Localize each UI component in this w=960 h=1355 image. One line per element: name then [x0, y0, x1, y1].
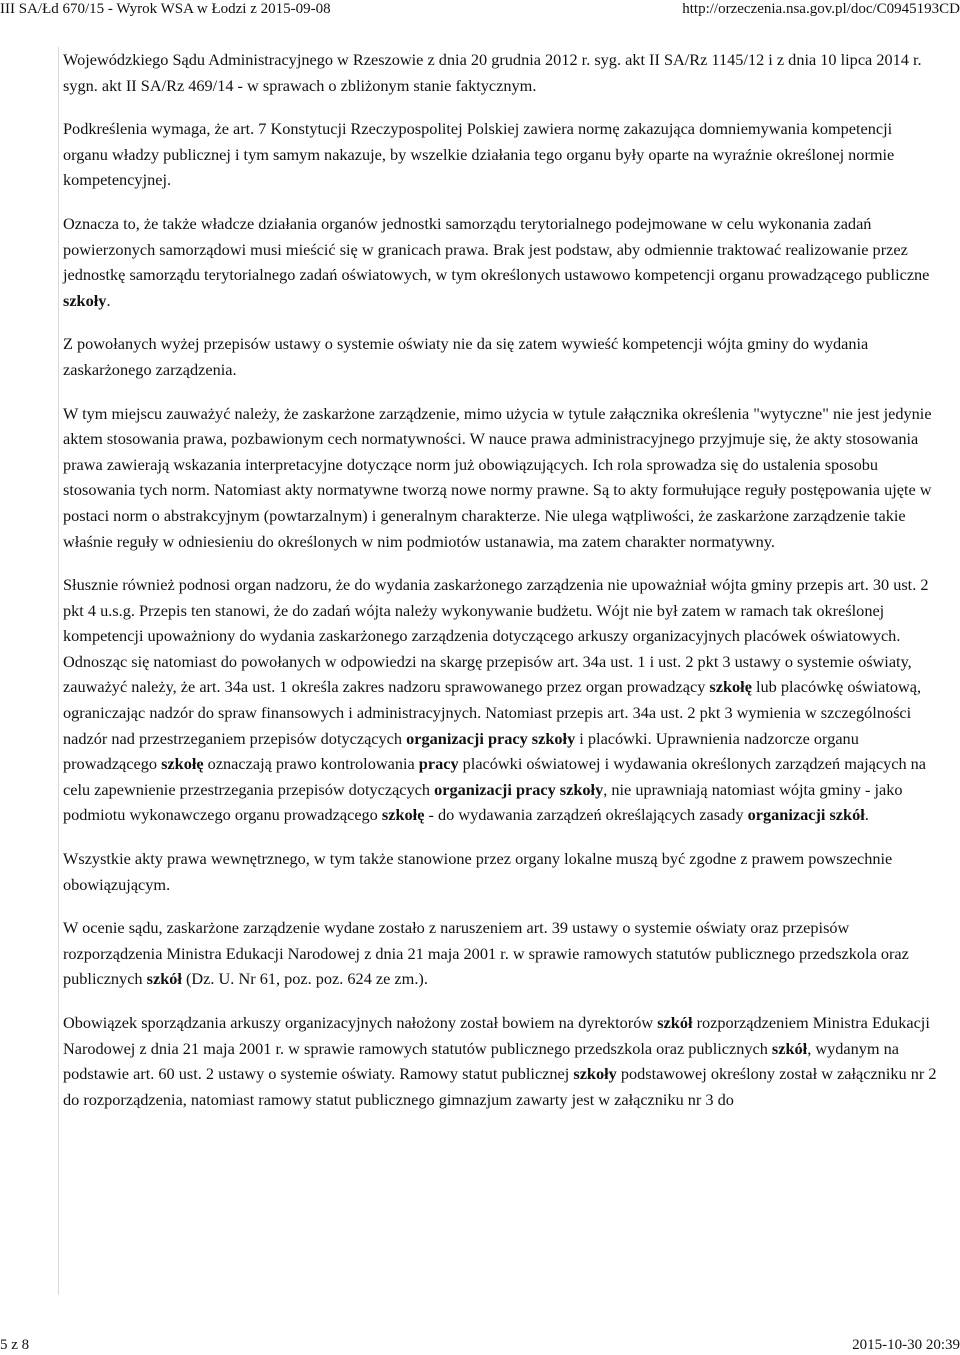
- paragraph-gap: [63, 554, 938, 572]
- document-url[interactable]: http://orzeczenia.nsa.gov.pl/doc/C0945193CD: [682, 1, 960, 17]
- paragraph: [63, 116, 938, 193]
- paragraph: [63, 211, 938, 313]
- text-run: (Dz. U. Nr 61, poz. poz. 624 ze zm.).: [181, 969, 428, 989]
- paragraph: [63, 572, 938, 828]
- document-body: [58, 47, 938, 1295]
- highlighted-term: szkół: [146, 969, 182, 989]
- document-title: III SA/Łd 670/15 - Wyrok WSA w Łodzi z 2015-09-08: [0, 1, 331, 17]
- highlighted-term: szkołę: [161, 754, 204, 774]
- paragraph-gap: [63, 313, 938, 331]
- text-run: rozporządzeniem Ministra Edukacji Narodowej z dnia 21 maja 2001 r. w sprawie ramowych statutów publicznego przedszkola oraz publicznych: [63, 1013, 930, 1058]
- highlighted-term: szkoły: [573, 1064, 617, 1084]
- print-datetime: 2015-10-30 20:39: [852, 1337, 960, 1353]
- text-run: Słusznie również podnosi organ nadzoru, że do wydania zaskarżonego zarządzenia nie upoważniał wójta gminy przepis art. 30 ust. 2 pkt 4 u.s.g. Przepis ten stanowi, że do zadań wójta należy wykonywanie budżetu. Wójt nie był zatem w ramach tak określonej kompetencji upoważniony do wydania zaskarżonego zarządzenia dotyczącego arkuszy organizacyjnych placówek oświatowych. Odnosząc się natomiast do powołanych w odpowiedzi na skargę przepisów art. 34a ust. 1 i ust. 2 pkt 3 ustawy o systemie oświaty, zauważyć należy, że art. 34a ust. 1 określa zakres nadzoru sprawowanego przez organ prowadzący: [63, 575, 929, 697]
- text-run: Podkreślenia wymaga, że art. 7 Konstytucji Rzeczypospolitej Polskiej zawiera normę zakazująca domniemywania kompetencji organu władzy publicznej i tym samym nakazuje, by wszelkie działania tego organu były oparte na wyraźnie określonej normie kompetencyjnej.: [63, 119, 895, 190]
- text-run: podstawowej określony został w załączniku nr 2 do rozporządzenia, natomiast ramowy statut publicznego gimnazjum zawarty jest w załączniku nr 3 do: [63, 1064, 937, 1109]
- text-run: , nie uprawniają natomiast wójta gminy - jako podmiotu wykonawczego organu prowadzącego: [63, 779, 903, 825]
- highlighted-term: szkołę: [381, 805, 425, 825]
- paragraph-gap: [63, 828, 938, 846]
- paragraph-gap: [63, 193, 938, 211]
- text-run: lub placówkę oświatową, ograniczając nadzór do spraw finansowych i administracyjnych. Natomiast przepis art. 34a ust. 2 pkt 3 wymienia w szczególności nadzór nad przestrzeganiem przepisów dotyczących: [63, 677, 922, 748]
- highlighted-term: szkoły: [63, 290, 107, 310]
- text-run: Wojewódzkiego Sądu Administracyjnego w Rzeszowie z dnia 20 grudnia 2012 r. syg. akt II SA/Rz 1145/12 i z dnia 10 lipca 2014 r. sygn. akt II SA/Rz 469/14 - w sprawach o zbliżonym stanie faktycznym.: [63, 50, 922, 95]
- page-header: [0, 0, 960, 20]
- page-footer: [0, 1334, 960, 1354]
- highlighted-term: szkół: [657, 1013, 693, 1032]
- highlighted-term: organizacji pracy szkoły: [434, 779, 604, 799]
- paragraph-gap: [63, 383, 938, 401]
- text-run: .: [106, 290, 111, 310]
- text-run: Wszystkie akty prawa wewnętrznego, w tym także stanowione przez organy lokalne muszą być zgodne z prawem powszechnie obowiązującym.: [63, 849, 893, 894]
- text-run: , wydanym na podstawie art. 60 ust. 2 ustawy o systemie oświaty. Ramowy statut publicznej: [63, 1038, 900, 1084]
- text-run: - do wydawania zarządzeń określających zasady: [424, 805, 748, 825]
- paragraph-gap: [63, 897, 938, 915]
- text-run: Z powołanych wyżej przepisów ustawy o systemie oświaty nie da się zatem wywieść kompetencji wójta gminy do wydania zaskarżonego zarządzenia.: [63, 334, 869, 379]
- text-run: W ocenie sądu, zaskarżone zarządzenie wydane zostało z naruszeniem art. 39 ustawy o systemie oświaty oraz przepisów rozporządzenia Ministra Edukacji Narodowej z dnia 21 maja 2001 r. w sprawie ramowych statutów publicznego przedszkola oraz publicznych: [63, 918, 909, 989]
- text-run: Oznacza to, że także władcze działania organów jednostki samorządu terytorialnego podejmowane w celu wykonania zadań powierzonych samorządowi musi mieścić się w granicach prawa. Brak jest podstaw, aby odmiennie traktować realizowanie przez jednostkę samorządu terytorialnego zadań oświatowych, w tym określonych ustawowo kompetencji organu prowadzącego publiczne: [63, 213, 930, 285]
- highlighted-term: pracy: [418, 754, 459, 774]
- text-run: oznaczają prawo kontrolowania: [203, 754, 419, 774]
- text-run: W tym miejscu zauważyć należy, że zaskarżone zarządzenie, mimo użycia w tytule załącznika określenia "wytyczne" nie jest jedynie aktem stosowania prawa, pozbawionym cech normatywności. W nauce prawa administracyjnego przyjmuje się, że akty stosowania prawa zawierają wskazania interpretacyjne dotyczące norm już obowiązujących. Ich rola sprowadza się do ustalenia sposobu stosowania tych norm. Natomiast akty normatywne tworzą nowe normy prawne. Są to akty formułujące reguły postępowania ujęte w postaci norm o abstrakcyjnym (powtarzalnym) i generalnym charakterze. Nie ulega wątpliwości, że zaskarżone zarządzenie takie właśnie reguły w odniesieniu do określonych w nim podmiotów ustanawia, ma zatem charakter normatywny.: [63, 403, 932, 551]
- paragraph: [63, 47, 938, 98]
- highlighted-term: organizacji szkół: [747, 805, 865, 825]
- paragraph: [63, 915, 938, 992]
- paragraph: [63, 331, 938, 382]
- text-run: i placówki. Uprawnienia nadzorcze organu prowadzącego: [63, 728, 859, 774]
- highlighted-term: organizacji pracy szkoły: [406, 728, 576, 748]
- paragraph-gap: [63, 98, 938, 116]
- highlighted-term: szkołę: [709, 677, 752, 697]
- paragraph: [63, 401, 938, 555]
- highlighted-term: szkół: [771, 1038, 808, 1058]
- page-number: 5 z 8: [0, 1337, 30, 1353]
- text-run: .: [864, 805, 869, 825]
- paragraph-gap: [63, 992, 938, 1010]
- text-run: Obowiązek sporządzania arkuszy organizacyjnych nałożony został bowiem na dyrektorów: [63, 1013, 658, 1032]
- paragraph: [63, 1010, 938, 1112]
- text-run: placówki oświatowej i wydawania określonych zarządzeń mających na celu zapewnienie przestrzegania przepisów dotyczących: [63, 754, 927, 799]
- paragraph: [63, 846, 938, 897]
